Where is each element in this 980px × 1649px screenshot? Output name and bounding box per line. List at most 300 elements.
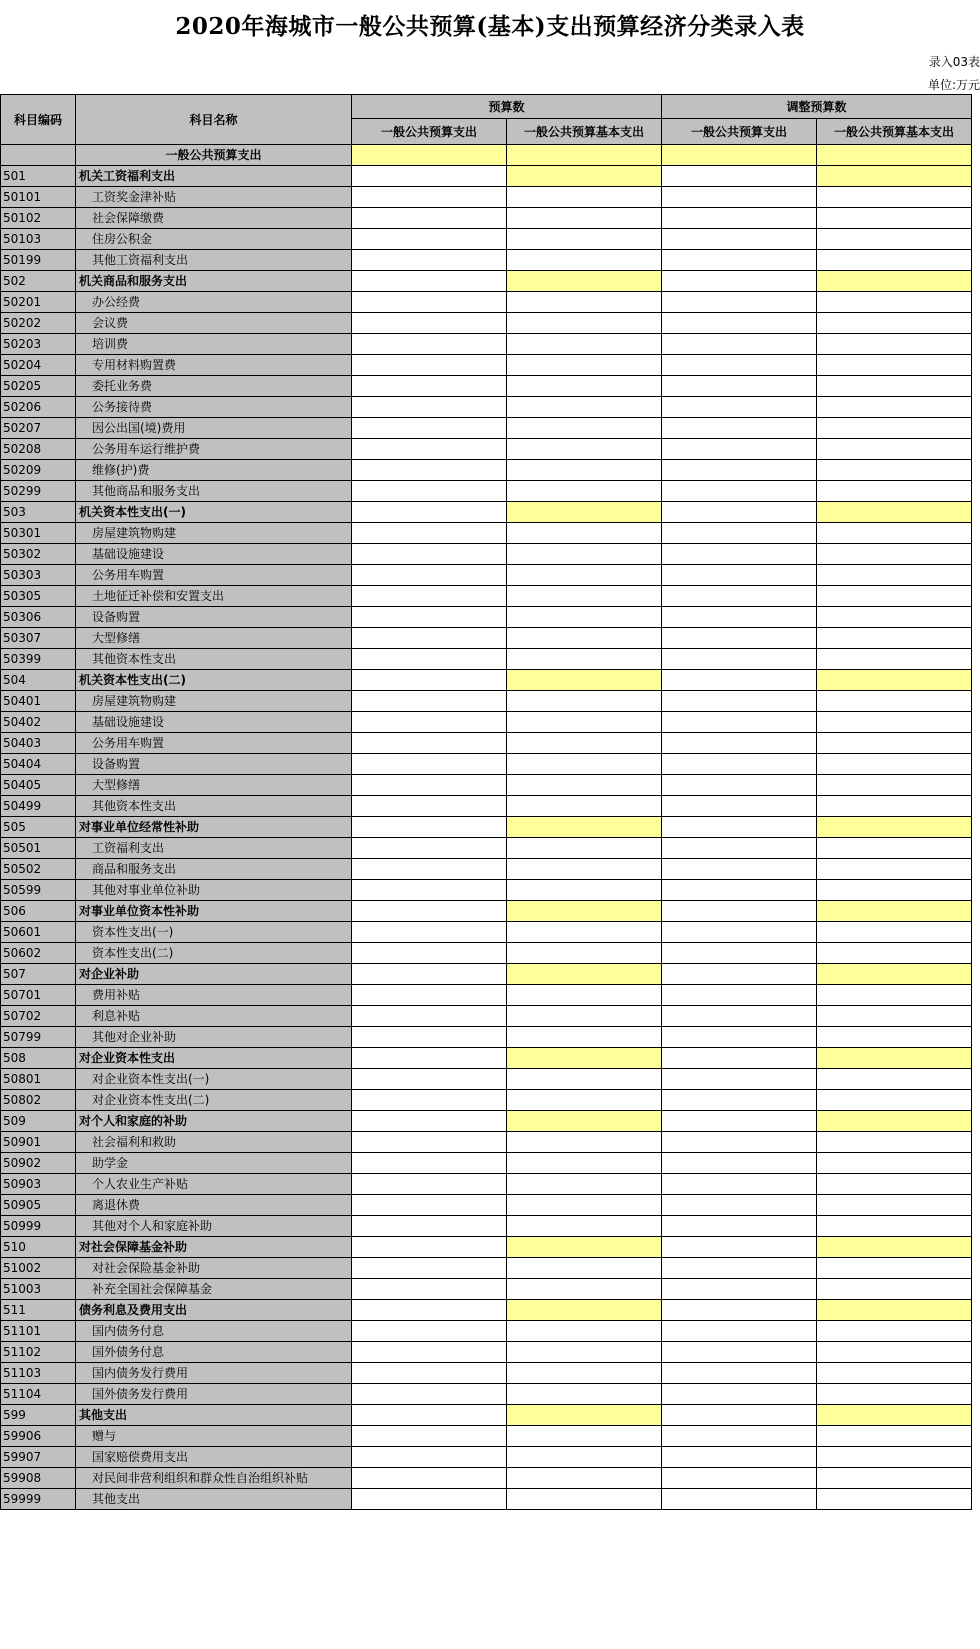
- input-cell[interactable]: [662, 1258, 817, 1279]
- input-cell[interactable]: [352, 1027, 507, 1048]
- input-cell[interactable]: [352, 292, 507, 313]
- input-cell[interactable]: [817, 1279, 972, 1300]
- input-cell[interactable]: [507, 796, 662, 817]
- input-cell[interactable]: [507, 985, 662, 1006]
- input-cell[interactable]: [507, 1069, 662, 1090]
- input-cell[interactable]: [507, 922, 662, 943]
- input-cell[interactable]: [662, 964, 817, 985]
- input-cell[interactable]: [352, 250, 507, 271]
- input-cell[interactable]: [352, 649, 507, 670]
- input-cell[interactable]: [662, 607, 817, 628]
- input-cell[interactable]: [352, 796, 507, 817]
- input-cell[interactable]: [352, 544, 507, 565]
- input-cell[interactable]: [507, 418, 662, 439]
- input-cell[interactable]: [352, 1300, 507, 1321]
- input-cell[interactable]: [507, 460, 662, 481]
- input-cell[interactable]: [662, 670, 817, 691]
- input-cell[interactable]: [662, 1069, 817, 1090]
- input-cell[interactable]: [817, 565, 972, 586]
- code-cell: 50209: [1, 460, 76, 481]
- input-cell[interactable]: [662, 523, 817, 544]
- input-cell[interactable]: [662, 901, 817, 922]
- item-row: [1, 1279, 972, 1300]
- input-cell[interactable]: [662, 1237, 817, 1258]
- input-cell[interactable]: [507, 208, 662, 229]
- input-cell[interactable]: [817, 1258, 972, 1279]
- input-cell[interactable]: [507, 1048, 662, 1069]
- input-cell[interactable]: [507, 271, 662, 292]
- input-cell[interactable]: [817, 1174, 972, 1195]
- input-cell[interactable]: [507, 187, 662, 208]
- input-cell[interactable]: [507, 586, 662, 607]
- input-cell[interactable]: [352, 859, 507, 880]
- code-cell: 50402: [1, 712, 76, 733]
- input-cell[interactable]: [662, 1048, 817, 1069]
- input-cell[interactable]: [817, 376, 972, 397]
- input-cell[interactable]: [662, 376, 817, 397]
- input-cell[interactable]: [662, 271, 817, 292]
- input-cell[interactable]: [507, 1216, 662, 1237]
- input-cell[interactable]: [817, 943, 972, 964]
- input-cell[interactable]: [817, 292, 972, 313]
- input-cell[interactable]: [507, 544, 662, 565]
- input-cell[interactable]: [817, 250, 972, 271]
- input-cell[interactable]: [817, 1132, 972, 1153]
- input-cell[interactable]: [662, 628, 817, 649]
- input-cell[interactable]: [352, 439, 507, 460]
- input-cell[interactable]: [817, 523, 972, 544]
- input-cell[interactable]: [817, 1069, 972, 1090]
- input-cell[interactable]: [817, 1447, 972, 1468]
- item-row: [1, 649, 972, 670]
- input-cell[interactable]: [662, 502, 817, 523]
- input-cell[interactable]: [507, 1468, 662, 1489]
- input-cell[interactable]: [662, 460, 817, 481]
- item-row: [1, 481, 972, 502]
- input-cell[interactable]: [507, 250, 662, 271]
- input-cell[interactable]: [662, 418, 817, 439]
- input-cell[interactable]: [507, 1132, 662, 1153]
- input-cell[interactable]: [507, 1447, 662, 1468]
- input-cell[interactable]: [662, 1300, 817, 1321]
- input-cell[interactable]: [817, 1006, 972, 1027]
- input-cell[interactable]: [352, 964, 507, 985]
- input-cell[interactable]: [817, 1468, 972, 1489]
- item-row: [1, 397, 972, 418]
- input-cell[interactable]: [817, 1216, 972, 1237]
- input-cell[interactable]: [817, 166, 972, 187]
- input-cell[interactable]: [507, 1195, 662, 1216]
- code-cell: 50207: [1, 418, 76, 439]
- input-cell[interactable]: [507, 355, 662, 376]
- input-cell[interactable]: [507, 397, 662, 418]
- item-row: [1, 607, 972, 628]
- input-cell[interactable]: [507, 880, 662, 901]
- input-cell[interactable]: [662, 1342, 817, 1363]
- input-cell[interactable]: [352, 1153, 507, 1174]
- input-cell[interactable]: [817, 1300, 972, 1321]
- item-row: [1, 691, 972, 712]
- input-cell[interactable]: [662, 355, 817, 376]
- input-cell[interactable]: [662, 1006, 817, 1027]
- input-cell[interactable]: [352, 1132, 507, 1153]
- input-cell[interactable]: [352, 313, 507, 334]
- input-cell[interactable]: [662, 1405, 817, 1426]
- input-cell[interactable]: [507, 1489, 662, 1510]
- input-cell[interactable]: [507, 1258, 662, 1279]
- input-cell[interactable]: [352, 1489, 507, 1510]
- input-cell[interactable]: [352, 376, 507, 397]
- input-cell[interactable]: [817, 1405, 972, 1426]
- budget-table: [0, 94, 972, 1510]
- input-cell[interactable]: [662, 166, 817, 187]
- input-cell[interactable]: [507, 1363, 662, 1384]
- item-row: [1, 229, 972, 250]
- input-cell[interactable]: [352, 607, 507, 628]
- code-cell: 50801: [1, 1069, 76, 1090]
- input-cell[interactable]: [352, 1258, 507, 1279]
- input-cell[interactable]: [817, 691, 972, 712]
- input-cell[interactable]: [662, 775, 817, 796]
- name-cell: 公务用车购置: [76, 565, 352, 586]
- item-row: [1, 775, 972, 796]
- input-cell[interactable]: [352, 754, 507, 775]
- item-row: [1, 1384, 972, 1405]
- input-cell[interactable]: [507, 943, 662, 964]
- input-cell[interactable]: [817, 397, 972, 418]
- input-cell[interactable]: [507, 1111, 662, 1132]
- input-cell[interactable]: [507, 1279, 662, 1300]
- input-cell[interactable]: [662, 1174, 817, 1195]
- input-cell[interactable]: [817, 481, 972, 502]
- input-cell[interactable]: [352, 187, 507, 208]
- input-cell[interactable]: [662, 859, 817, 880]
- input-cell[interactable]: [662, 481, 817, 502]
- input-cell[interactable]: [817, 355, 972, 376]
- input-cell[interactable]: [662, 1426, 817, 1447]
- input-cell[interactable]: [662, 1468, 817, 1489]
- input-cell[interactable]: [662, 1132, 817, 1153]
- input-cell[interactable]: [817, 712, 972, 733]
- input-cell[interactable]: [662, 1384, 817, 1405]
- input-cell[interactable]: [662, 334, 817, 355]
- code-cell: 50799: [1, 1027, 76, 1048]
- input-cell[interactable]: [352, 628, 507, 649]
- input-cell[interactable]: [352, 418, 507, 439]
- input-cell[interactable]: [352, 334, 507, 355]
- input-cell[interactable]: [507, 292, 662, 313]
- input-cell[interactable]: [352, 565, 507, 586]
- input-cell[interactable]: [817, 1363, 972, 1384]
- input-cell[interactable]: [817, 1342, 972, 1363]
- input-cell[interactable]: [817, 1090, 972, 1111]
- name-cell: 助学金: [76, 1153, 352, 1174]
- input-cell[interactable]: [817, 1426, 972, 1447]
- input-cell[interactable]: [507, 439, 662, 460]
- input-cell[interactable]: [352, 1279, 507, 1300]
- input-cell[interactable]: [662, 838, 817, 859]
- input-cell[interactable]: [817, 187, 972, 208]
- input-cell[interactable]: [507, 817, 662, 838]
- input-cell[interactable]: [662, 586, 817, 607]
- input-cell[interactable]: [662, 208, 817, 229]
- input-cell[interactable]: [662, 397, 817, 418]
- input-cell[interactable]: [817, 859, 972, 880]
- input-cell[interactable]: [352, 1468, 507, 1489]
- input-cell[interactable]: [507, 1300, 662, 1321]
- input-cell[interactable]: [352, 1321, 507, 1342]
- code-cell: 50102: [1, 208, 76, 229]
- input-cell[interactable]: [817, 271, 972, 292]
- input-cell[interactable]: [662, 1111, 817, 1132]
- input-cell[interactable]: [352, 943, 507, 964]
- input-cell[interactable]: [662, 1216, 817, 1237]
- input-cell[interactable]: [817, 544, 972, 565]
- input-cell[interactable]: [662, 880, 817, 901]
- input-cell[interactable]: [352, 166, 507, 187]
- input-cell[interactable]: [817, 1111, 972, 1132]
- input-cell[interactable]: [817, 670, 972, 691]
- input-cell[interactable]: [817, 817, 972, 838]
- input-cell[interactable]: [662, 187, 817, 208]
- input-cell[interactable]: [507, 733, 662, 754]
- code-cell: 50404: [1, 754, 76, 775]
- input-cell[interactable]: [662, 922, 817, 943]
- input-cell[interactable]: [817, 901, 972, 922]
- input-cell[interactable]: [817, 1384, 972, 1405]
- input-cell[interactable]: [507, 334, 662, 355]
- input-cell[interactable]: [352, 1111, 507, 1132]
- input-cell[interactable]: [507, 649, 662, 670]
- input-cell[interactable]: [352, 1174, 507, 1195]
- input-cell[interactable]: [507, 754, 662, 775]
- input-cell[interactable]: [352, 1342, 507, 1363]
- input-cell[interactable]: [507, 859, 662, 880]
- input-cell[interactable]: [507, 229, 662, 250]
- input-cell[interactable]: [662, 229, 817, 250]
- input-cell[interactable]: [817, 838, 972, 859]
- input-cell[interactable]: [507, 1384, 662, 1405]
- name-cell: 对社会保障基金补助: [76, 1237, 352, 1258]
- input-cell[interactable]: [662, 796, 817, 817]
- input-cell[interactable]: [662, 754, 817, 775]
- input-cell[interactable]: [507, 1426, 662, 1447]
- input-cell[interactable]: [817, 1195, 972, 1216]
- input-cell[interactable]: [662, 943, 817, 964]
- input-cell[interactable]: [352, 1195, 507, 1216]
- input-cell[interactable]: [817, 1321, 972, 1342]
- input-cell[interactable]: [817, 1153, 972, 1174]
- input-cell[interactable]: [352, 1048, 507, 1069]
- input-cell[interactable]: [507, 628, 662, 649]
- input-cell[interactable]: [662, 1321, 817, 1342]
- item-row: [1, 1174, 972, 1195]
- input-cell[interactable]: [662, 565, 817, 586]
- item-row: [1, 523, 972, 544]
- input-cell[interactable]: [817, 985, 972, 1006]
- code-cell: 503: [1, 502, 76, 523]
- input-cell[interactable]: [352, 691, 507, 712]
- input-cell[interactable]: [817, 775, 972, 796]
- input-cell[interactable]: [662, 733, 817, 754]
- input-cell[interactable]: [507, 670, 662, 691]
- input-cell[interactable]: [352, 1090, 507, 1111]
- code-cell: 50702: [1, 1006, 76, 1027]
- input-cell[interactable]: [507, 1174, 662, 1195]
- category-row: [1, 670, 972, 691]
- input-cell[interactable]: [352, 817, 507, 838]
- input-cell[interactable]: [662, 817, 817, 838]
- item-row: [1, 586, 972, 607]
- input-cell[interactable]: [817, 502, 972, 523]
- input-cell[interactable]: [352, 523, 507, 544]
- input-cell[interactable]: [352, 838, 507, 859]
- input-cell[interactable]: [507, 901, 662, 922]
- input-cell[interactable]: [507, 1090, 662, 1111]
- name-cell: 资本性支出(二): [76, 943, 352, 964]
- input-cell[interactable]: [817, 229, 972, 250]
- input-cell[interactable]: [507, 313, 662, 334]
- input-cell[interactable]: [507, 1027, 662, 1048]
- input-cell[interactable]: [817, 1027, 972, 1048]
- input-cell[interactable]: [352, 712, 507, 733]
- input-cell[interactable]: [507, 775, 662, 796]
- input-cell[interactable]: [352, 733, 507, 754]
- input-cell[interactable]: [817, 439, 972, 460]
- input-cell[interactable]: [507, 1153, 662, 1174]
- input-cell[interactable]: [507, 565, 662, 586]
- input-cell[interactable]: [507, 691, 662, 712]
- input-cell[interactable]: [507, 1006, 662, 1027]
- input-cell[interactable]: [352, 1069, 507, 1090]
- name-cell: 办公经费: [76, 292, 352, 313]
- input-cell[interactable]: [662, 1027, 817, 1048]
- input-cell[interactable]: [662, 1195, 817, 1216]
- input-cell[interactable]: [662, 1447, 817, 1468]
- input-cell[interactable]: [352, 355, 507, 376]
- name-cell: 维修(护)费: [76, 460, 352, 481]
- input-cell[interactable]: [352, 922, 507, 943]
- input-cell[interactable]: [817, 1237, 972, 1258]
- input-cell[interactable]: [817, 922, 972, 943]
- item-row: [1, 208, 972, 229]
- input-cell[interactable]: [352, 1006, 507, 1027]
- input-cell[interactable]: [352, 775, 507, 796]
- input-cell[interactable]: [662, 145, 817, 166]
- input-cell[interactable]: [507, 376, 662, 397]
- input-cell[interactable]: [352, 271, 507, 292]
- input-cell[interactable]: [352, 1426, 507, 1447]
- input-cell[interactable]: [507, 712, 662, 733]
- input-cell[interactable]: [507, 1321, 662, 1342]
- input-cell[interactable]: [662, 691, 817, 712]
- item-row: [1, 712, 972, 733]
- input-cell[interactable]: [507, 502, 662, 523]
- input-cell[interactable]: [352, 460, 507, 481]
- input-cell[interactable]: [352, 670, 507, 691]
- input-cell[interactable]: [662, 439, 817, 460]
- input-cell[interactable]: [662, 1279, 817, 1300]
- input-cell[interactable]: [352, 397, 507, 418]
- input-cell[interactable]: [662, 313, 817, 334]
- input-cell[interactable]: [507, 145, 662, 166]
- input-cell[interactable]: [352, 1216, 507, 1237]
- input-cell[interactable]: [352, 502, 507, 523]
- input-cell[interactable]: [662, 250, 817, 271]
- input-cell[interactable]: [662, 292, 817, 313]
- input-cell[interactable]: [662, 544, 817, 565]
- input-cell[interactable]: [817, 334, 972, 355]
- item-row: [1, 250, 972, 271]
- input-cell[interactable]: [507, 523, 662, 544]
- input-cell[interactable]: [352, 1237, 507, 1258]
- input-cell[interactable]: [507, 1237, 662, 1258]
- name-cell: 工资奖金津补贴: [76, 187, 352, 208]
- input-cell[interactable]: [817, 313, 972, 334]
- input-cell[interactable]: [352, 985, 507, 1006]
- input-cell[interactable]: [507, 964, 662, 985]
- input-cell[interactable]: [507, 1342, 662, 1363]
- input-cell[interactable]: [817, 1048, 972, 1069]
- input-cell[interactable]: [507, 166, 662, 187]
- input-cell[interactable]: [352, 145, 507, 166]
- input-cell[interactable]: [662, 1090, 817, 1111]
- input-cell[interactable]: [817, 460, 972, 481]
- input-cell[interactable]: [352, 481, 507, 502]
- input-cell[interactable]: [817, 733, 972, 754]
- code-cell: 51002: [1, 1258, 76, 1279]
- input-cell[interactable]: [662, 649, 817, 670]
- input-cell[interactable]: [352, 1447, 507, 1468]
- input-cell[interactable]: [662, 712, 817, 733]
- input-cell[interactable]: [507, 1405, 662, 1426]
- category-row: [1, 1048, 972, 1069]
- input-cell[interactable]: [352, 208, 507, 229]
- input-cell[interactable]: [817, 145, 972, 166]
- code-cell: 506: [1, 901, 76, 922]
- input-cell[interactable]: [352, 880, 507, 901]
- input-cell[interactable]: [817, 418, 972, 439]
- input-cell[interactable]: [817, 607, 972, 628]
- input-cell[interactable]: [817, 1489, 972, 1510]
- input-cell[interactable]: [817, 964, 972, 985]
- input-cell[interactable]: [817, 880, 972, 901]
- input-cell[interactable]: [507, 481, 662, 502]
- input-cell[interactable]: [662, 1153, 817, 1174]
- input-cell[interactable]: [662, 1363, 817, 1384]
- input-cell[interactable]: [662, 985, 817, 1006]
- input-cell[interactable]: [817, 754, 972, 775]
- input-cell[interactable]: [352, 1405, 507, 1426]
- input-cell[interactable]: [352, 1363, 507, 1384]
- input-cell[interactable]: [352, 1384, 507, 1405]
- category-row: [1, 901, 972, 922]
- input-cell[interactable]: [817, 649, 972, 670]
- input-cell[interactable]: [352, 586, 507, 607]
- input-cell[interactable]: [817, 628, 972, 649]
- code-cell: 50701: [1, 985, 76, 1006]
- input-cell[interactable]: [817, 586, 972, 607]
- input-cell[interactable]: [817, 796, 972, 817]
- name-cell: 房屋建筑物购建: [76, 523, 352, 544]
- input-cell[interactable]: [352, 901, 507, 922]
- input-cell[interactable]: [507, 838, 662, 859]
- name-cell: 社会保障缴费: [76, 208, 352, 229]
- input-cell[interactable]: [352, 229, 507, 250]
- input-cell[interactable]: [662, 1489, 817, 1510]
- input-cell[interactable]: [507, 607, 662, 628]
- input-cell[interactable]: [817, 208, 972, 229]
